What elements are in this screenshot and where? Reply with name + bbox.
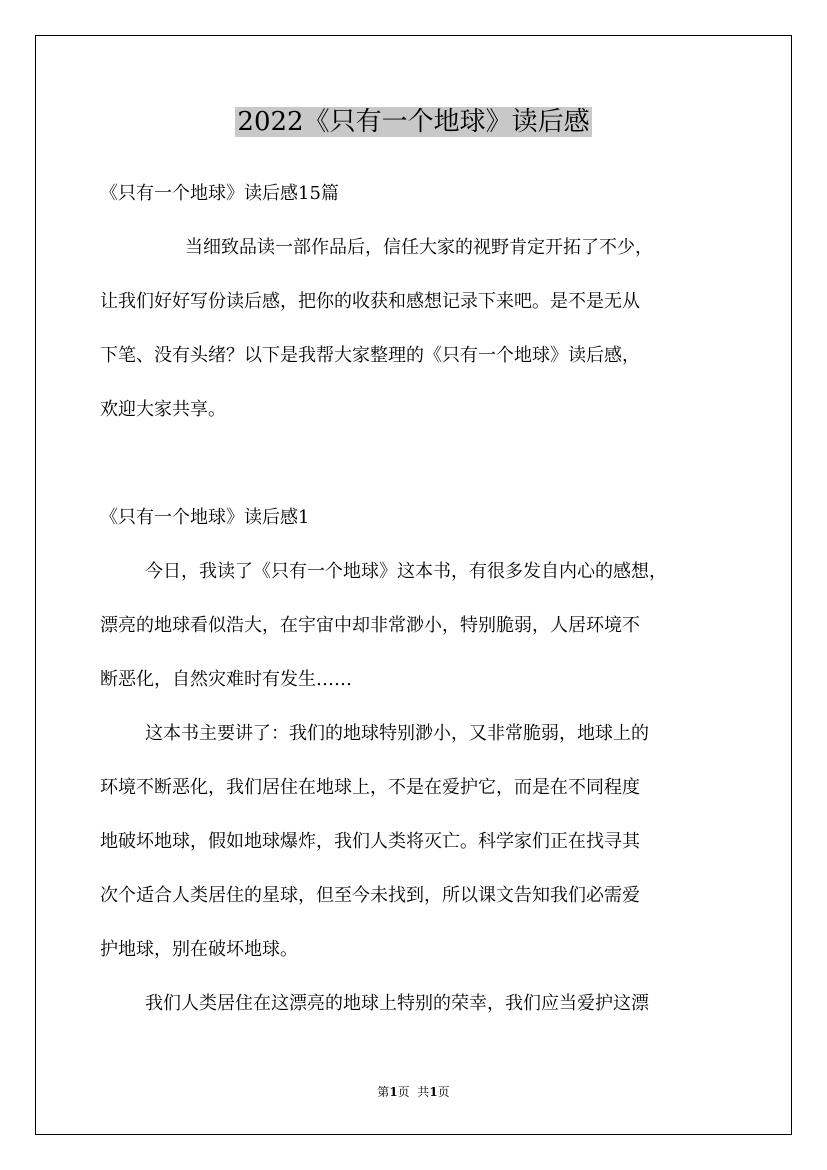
paragraph2-line-5: 护地球，别在破坏地球。 bbox=[100, 939, 298, 960]
paragraph1-line-2: 漂亮的地球看似浩大，在宇宙中却非常渺小，特别脆弱，人居环境不 bbox=[100, 615, 640, 636]
paragraph1-line-1: 今日，我读了《只有一个地球》这本书，有很多发自内心的感想， bbox=[145, 561, 667, 582]
paragraph2-line-4: 次个适合人类居住的星球，但至今未找到，所以课文告知我们必需爱 bbox=[100, 885, 640, 906]
footer-mid: 页 共 bbox=[397, 1085, 430, 1099]
intro-line-1: 当细致品读一部作品后，信任大家的视野肯定开拓了不少， bbox=[185, 237, 653, 258]
paragraph2-line-3: 地破坏地球，假如地球爆炸，我们人类将灭亡。科学家们正在找寻其 bbox=[100, 831, 640, 852]
paragraph1-line-3: 断恶化，自然灾难时有发生…… bbox=[100, 669, 352, 690]
footer-prefix: 第 bbox=[377, 1085, 390, 1099]
page-footer bbox=[0, 1084, 827, 1100]
paragraph2-line-2: 环境不断恶化，我们居住在地球上，不是在爱护它，而是在不同程度 bbox=[100, 777, 640, 798]
title-text: 2022《只有一个地球》读后感 bbox=[237, 107, 590, 137]
section-heading: 《只有一个地球》读后感1 bbox=[100, 507, 310, 528]
document-title bbox=[0, 100, 827, 144]
footer-total-pages: 1 bbox=[429, 1085, 438, 1099]
subtitle: 《只有一个地球》读后感15篇 bbox=[100, 183, 339, 204]
footer-page-number: 1 bbox=[389, 1085, 398, 1099]
footer-suffix: 页 bbox=[437, 1085, 450, 1099]
intro-line-4: 欢迎大家共享。 bbox=[100, 399, 226, 420]
intro-line-2: 让我们好好写份读后感，把你的收获和感想记录下来吧。是不是无从 bbox=[100, 291, 640, 312]
paragraph3-line-1: 我们人类居住在这漂亮的地球上特别的荣幸，我们应当爱护这漂 bbox=[145, 993, 649, 1014]
intro-line-3: 下笔、没有头绪？以下是我帮大家整理的《只有一个地球》读后感， bbox=[100, 345, 640, 366]
paragraph2-line-1: 这本书主要讲了：我们的地球特别渺小，又非常脆弱，地球上的 bbox=[145, 723, 649, 744]
